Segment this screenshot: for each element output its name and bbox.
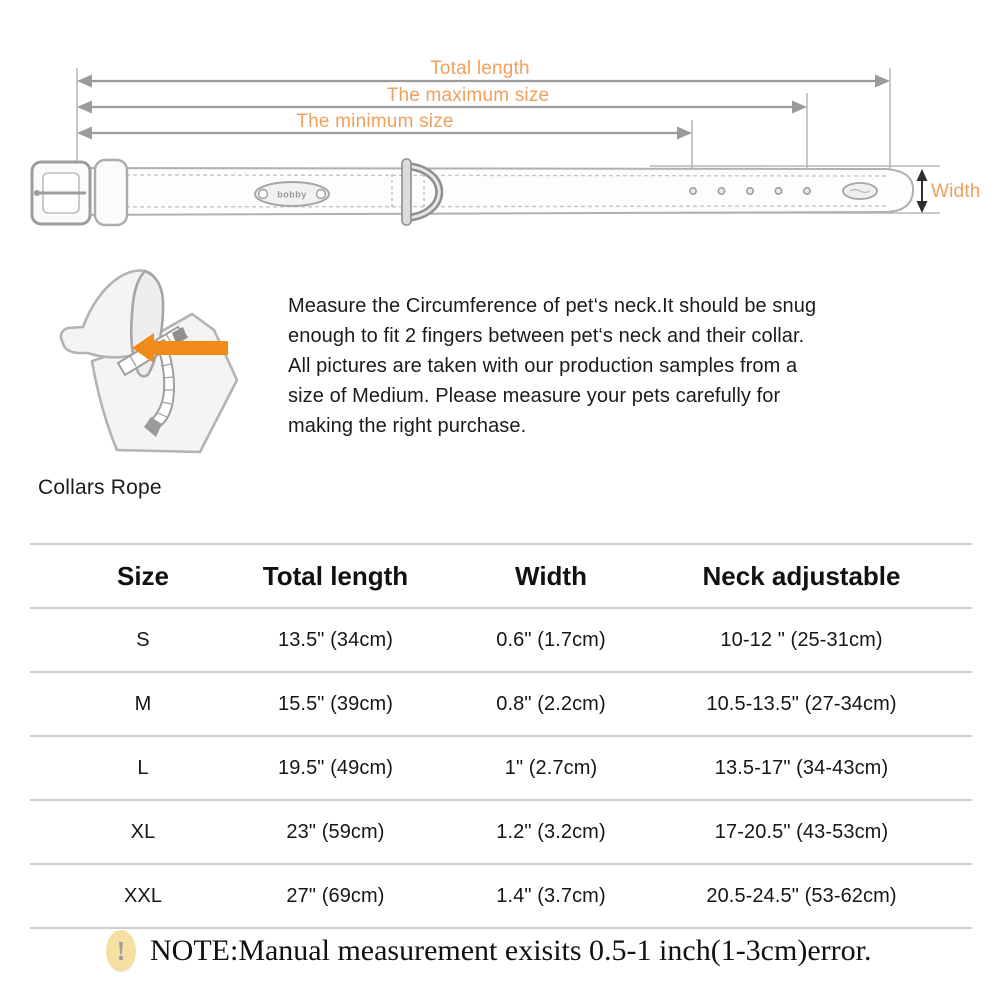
size-table xyxy=(30,543,972,929)
collar-diagram xyxy=(0,0,1000,250)
dog-illustration xyxy=(52,256,272,468)
minimum-size-label: The minimum size xyxy=(296,111,454,132)
maximum-size-label: The maximum size xyxy=(386,85,550,106)
cell-size: M xyxy=(134,692,152,715)
cell-size: S xyxy=(136,628,150,651)
size-table-header-row xyxy=(30,544,972,608)
cell-width: 0.6" (1.7cm) xyxy=(496,628,606,651)
measure-instructions-line: Measure the Circumference of pet‘s neck.It should be snug xyxy=(288,295,817,317)
cell-width: 1" (2.7cm) xyxy=(504,756,598,779)
exclamation-icon: ! xyxy=(106,930,136,972)
cell-width: 0.8" (2.2cm) xyxy=(496,692,606,715)
collar-keeper-loop xyxy=(95,160,127,225)
header-total-length: Total length xyxy=(262,560,409,591)
cell-length: 13.5" (34cm) xyxy=(277,628,393,651)
cell-width: 1.4" (3.7cm) xyxy=(496,884,606,907)
section-title: Collars Rope xyxy=(38,476,162,499)
measure-instructions-line: enough to fit 2 fingers between pet‘s neck and their collar. xyxy=(288,325,805,347)
cell-length: 15.5" (39cm) xyxy=(277,692,393,715)
note-text: NOTE:Manual measurement exisits 0.5-1 inch(1-3cm)error. xyxy=(150,934,872,967)
header-width: Width xyxy=(515,560,587,591)
table-row xyxy=(30,736,972,800)
cell-length: 27" (69cm) xyxy=(286,884,385,907)
table-row xyxy=(30,800,972,864)
header-neck-adjustable: Neck adjustable xyxy=(702,560,901,591)
measure-instructions-line: All pictures are taken with our production samples from a xyxy=(288,355,798,377)
measure-instructions-line: making the right purchase. xyxy=(288,415,527,437)
cell-neck: 13.5-17" (34-43cm) xyxy=(714,756,889,779)
note xyxy=(106,930,871,972)
measure-instructions-line: size of Medium. Please measure your pets carefully for xyxy=(288,385,781,407)
width-arrow xyxy=(917,169,928,213)
table-row xyxy=(30,608,972,672)
measure-instructions xyxy=(288,291,816,441)
collar-strap xyxy=(60,168,913,215)
cell-width: 1.2" (3.2cm) xyxy=(496,820,606,843)
end-plate xyxy=(843,183,877,199)
width-label: Width xyxy=(931,181,981,202)
brand-plate-text: bobby xyxy=(277,189,307,200)
cell-neck: 17-20.5" (43-53cm) xyxy=(714,820,889,843)
table-row xyxy=(30,672,972,736)
cell-size: L xyxy=(137,756,149,779)
cell-neck: 20.5-24.5" (53-62cm) xyxy=(706,884,897,907)
table-row xyxy=(30,864,972,928)
cell-neck: 10-12 " (25-31cm) xyxy=(720,628,883,651)
cell-size: XXL xyxy=(123,884,163,907)
collar-buckle xyxy=(32,162,90,224)
brand-plate xyxy=(255,182,329,206)
cell-length: 23" (59cm) xyxy=(286,820,385,843)
cell-neck: 10.5-13.5" (27-34cm) xyxy=(706,692,897,715)
header-size: Size xyxy=(116,560,170,591)
total-length-label: Total length xyxy=(430,58,530,79)
cell-size: XL xyxy=(130,820,156,843)
cell-length: 19.5" (49cm) xyxy=(277,756,393,779)
